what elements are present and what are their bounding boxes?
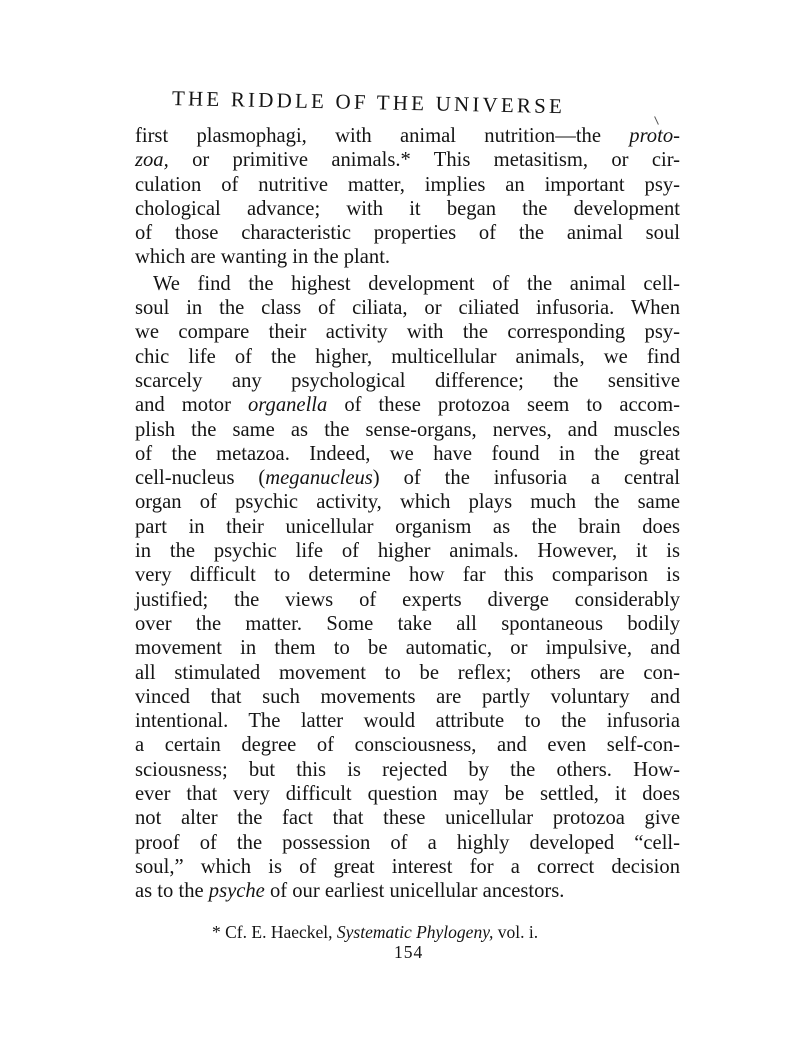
page-number: 154 bbox=[394, 942, 424, 962]
text-line: ever that very difficult question may be settled, it does bbox=[135, 783, 680, 806]
text-line: of those characteristic properties of the animal soul bbox=[135, 222, 680, 245]
text-line: part in their unicellular organism as the brain does bbox=[135, 515, 680, 538]
text-line: in the psychic life of higher animals. However, it is bbox=[135, 540, 680, 563]
text-line: we compare their activity with the corresponding psy- bbox=[135, 321, 680, 344]
text-line: proof of the possession of a highly developed “cell- bbox=[135, 831, 680, 854]
footnote-suffix: vol. i. bbox=[493, 922, 539, 942]
text-line: first plasmophagi, with animal nutrition—the proto- bbox=[135, 125, 680, 147]
paragraph bbox=[135, 124, 680, 270]
text-line: movement in them to be automatic, or impulsive, and bbox=[135, 637, 680, 660]
text-line: cell-nucleus (meganucleus) of the infusoria a central bbox=[135, 467, 680, 490]
text-line: chological advance; with it began the development bbox=[135, 197, 680, 220]
text-line: not alter the fact that these unicellular protozoa give bbox=[135, 807, 680, 830]
footnote-prefix: * Cf. E. Haeckel, bbox=[212, 922, 337, 942]
text-line: organ of psychic activity, which plays much the same bbox=[135, 491, 680, 514]
italic-term: meganucleus bbox=[265, 467, 373, 490]
text-line: over the matter. Some take all spontaneous bodily bbox=[135, 612, 680, 635]
text-line: culation of nutritive matter, implies an important psy- bbox=[135, 173, 680, 196]
italic-term: organella bbox=[248, 394, 328, 417]
italic-term: zoa, bbox=[135, 149, 169, 172]
text-line: very difficult to determine how far this comparison is bbox=[135, 564, 680, 587]
text-line: chic life of the higher, multicellular animals, we find bbox=[135, 345, 680, 368]
text-line: sciousness; but this is rejected by the others. How- bbox=[135, 758, 680, 781]
text-line: zoa, or primitive animals.* This metasitism, or cir- bbox=[135, 149, 680, 172]
text-line: a certain degree of consciousness, and even self-con- bbox=[135, 734, 680, 757]
footnote-title: Systematic Phylogeny, bbox=[336, 922, 494, 942]
text-line: intentional. The latter would attribute to the infusoria bbox=[135, 710, 680, 733]
text-line: and motor organella of these protozoa seem to accom- bbox=[135, 394, 680, 417]
running-head: THE RIDDLE OF THE UNIVERSE bbox=[171, 86, 566, 119]
text-line: as to the psyche of our earliest unicellular ancestors. bbox=[135, 880, 565, 903]
text-line: soul,” which is of great interest for a correct decision bbox=[135, 855, 680, 878]
text-line: We find the highest development of the animal cell- bbox=[153, 272, 680, 295]
text-line: soul in the class of ciliata, or ciliated infusoria. When bbox=[135, 297, 680, 320]
text-line: of the metazoa. Indeed, we have found in the great bbox=[135, 442, 680, 465]
footnote bbox=[212, 922, 538, 943]
paragraph bbox=[135, 272, 680, 904]
text-line: all stimulated movement to be reflex; others are con- bbox=[135, 661, 680, 684]
italic-term: psyche bbox=[208, 880, 265, 903]
body-text bbox=[135, 124, 680, 904]
italic-term: proto- bbox=[629, 125, 680, 147]
text-line: plish the same as the sense-organs, nerves, and muscles bbox=[135, 418, 680, 441]
text-line: vinced that such movements are partly voluntary and bbox=[135, 685, 680, 708]
text-line: which are wanting in the plant. bbox=[135, 246, 391, 269]
text-line: scarcely any psychological difference; the sensitive bbox=[135, 369, 680, 392]
text-line: justified; the views of experts diverge considerably bbox=[135, 588, 680, 611]
